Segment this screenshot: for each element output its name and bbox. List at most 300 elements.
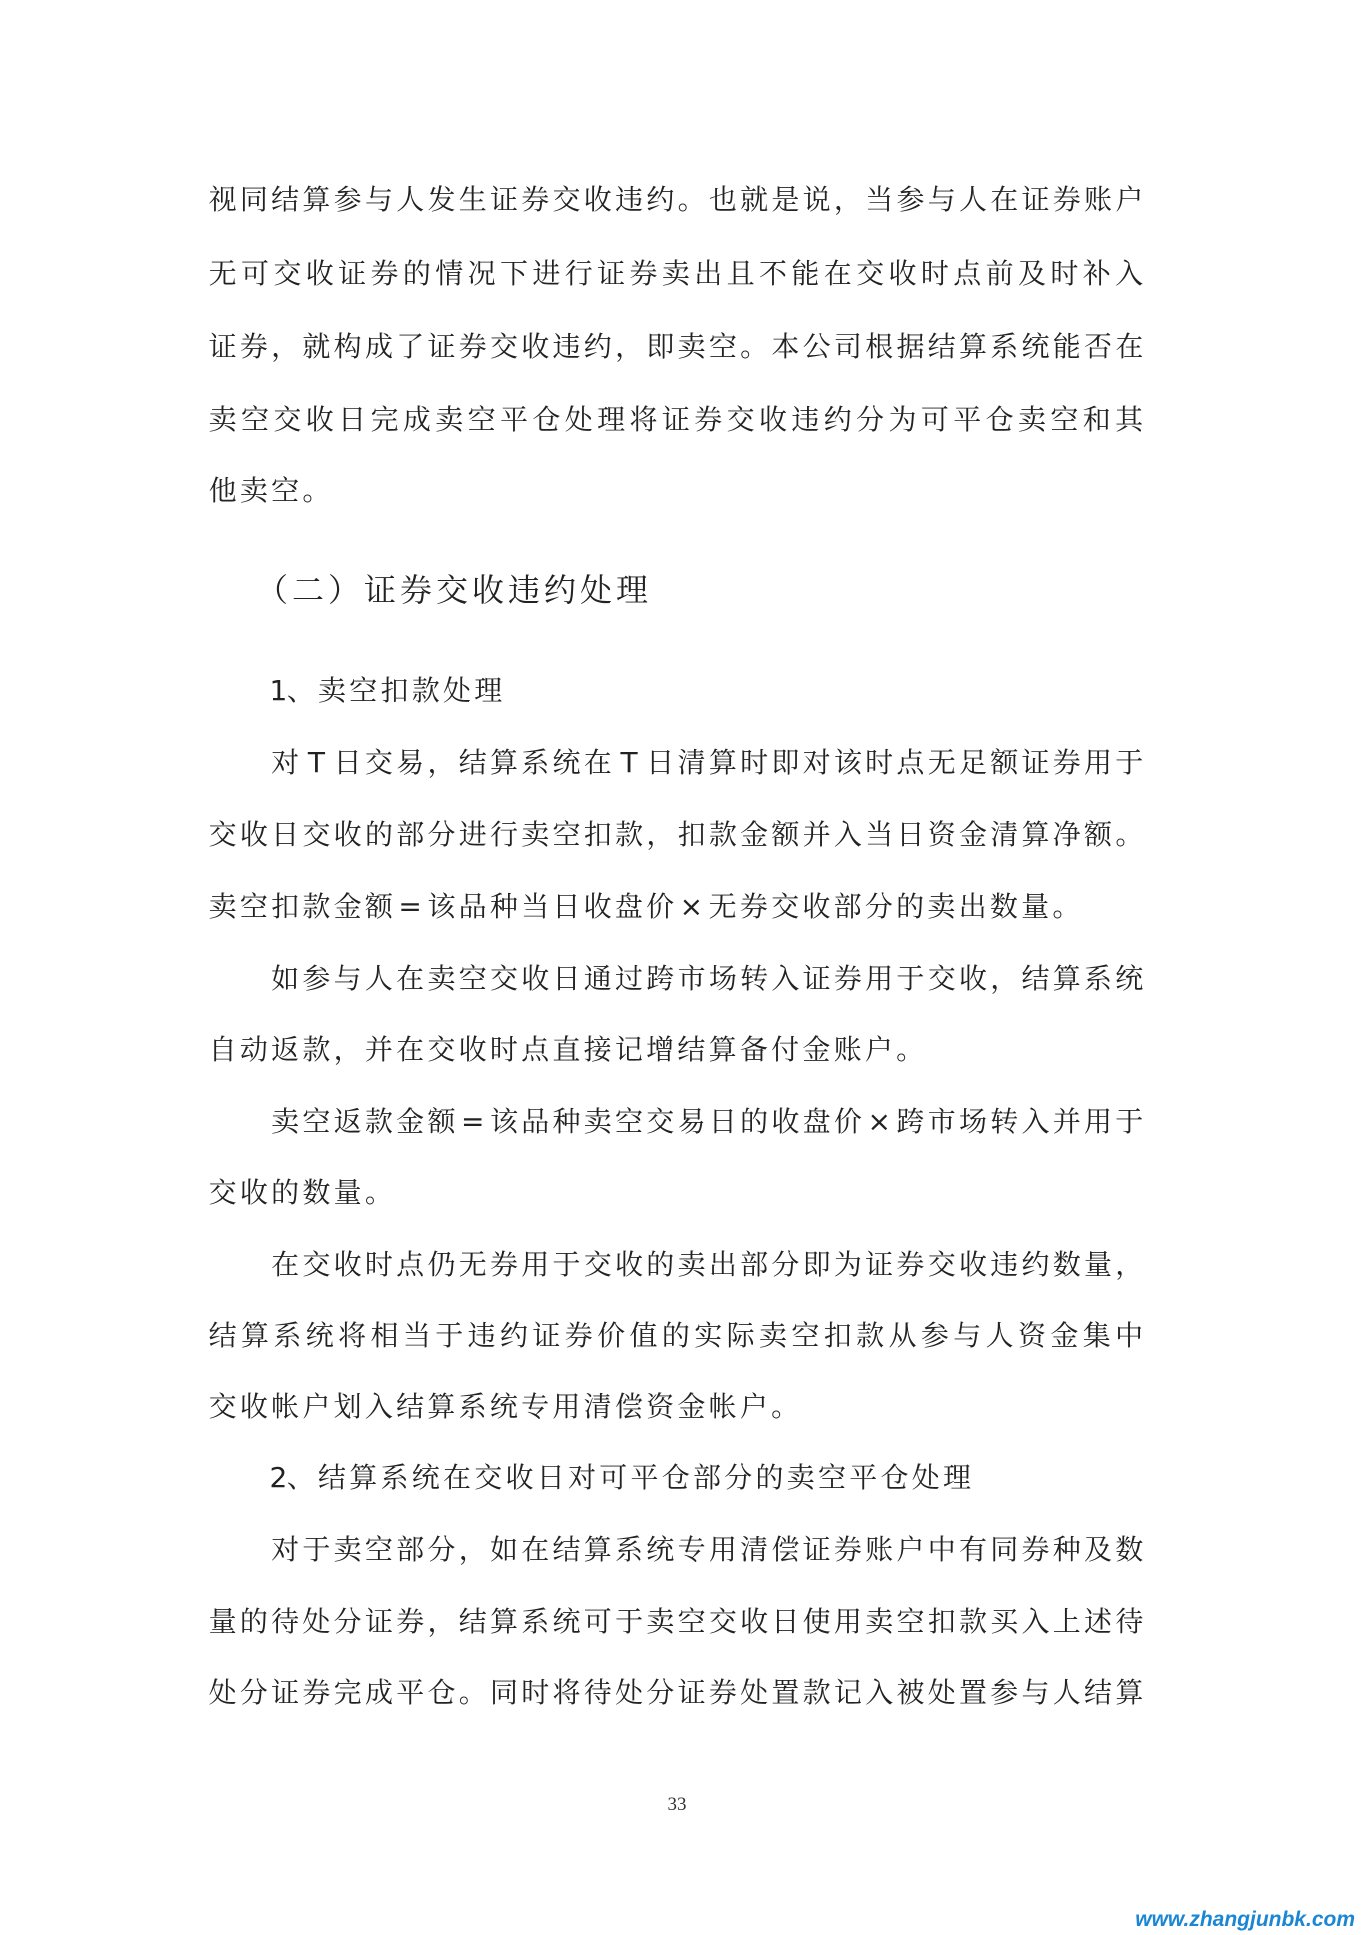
glyph: 空 [239,890,268,923]
glyph: 结 [927,330,956,363]
glyph: 款 [364,1105,393,1138]
glyph: 卖 [208,890,237,923]
glyph: 同 [990,1533,1019,1566]
glyph: 结 [458,1605,487,1638]
glyph: 违 [507,571,540,609]
glyph: 付 [771,1033,800,1066]
glyph: 和 [1082,403,1111,436]
glyph: 清 [740,1533,769,1566]
paragraph-line [207,1673,1145,1713]
glyph: 卖 [317,674,346,707]
glyph: 仓 [427,1676,456,1709]
glyph: 收 [521,962,550,995]
glyph: 收 [583,183,612,216]
glyph: 违 [791,403,820,436]
glyph: 中 [1115,1319,1144,1352]
glyph: 入 [771,962,800,995]
glyph: 券 [1052,746,1081,779]
glyph: 。 [302,474,331,507]
glyph: 交 [646,1105,675,1138]
glyph: 用 [552,1390,581,1423]
glyph: 的 [740,1105,769,1138]
glyph: 收 [758,403,787,436]
glyph: 无 [927,746,956,779]
glyph: 品 [521,1105,550,1138]
glyph: 1 [269,674,288,707]
glyph: 专 [677,1533,706,1566]
glyph: 证 [364,1605,393,1638]
glyph: 在 [521,1533,550,1566]
glyph: 。 [364,1176,393,1209]
glyph: 结 [208,1319,237,1352]
glyph: 用 [1084,746,1113,779]
glyph: 扣 [380,674,409,707]
glyph: 证 [271,1676,300,1709]
glyph: 部 [833,890,862,923]
glyph: 于 [1115,1105,1144,1138]
glyph: 成 [402,403,431,436]
glyph: 与 [1021,1676,1050,1709]
glyph: 交 [927,1248,956,1281]
glyph: 券 [564,1319,593,1352]
glyph: 将 [629,403,658,436]
glyph: 市 [677,962,706,995]
glyph: 约 [499,1319,528,1352]
glyph: 出 [958,890,987,923]
glyph: 算 [427,1390,456,1423]
glyph: = [398,890,422,923]
glyph: 跨 [646,962,675,995]
glyph: 分 [646,1676,675,1709]
glyph: 即 [771,746,800,779]
paragraph-line [207,254,1145,294]
glyph: 并 [364,1033,393,1066]
glyph: 证 [802,962,831,995]
paragraph-line [270,1530,1146,1570]
glyph: 平 [630,1461,659,1494]
glyph: 统 [1021,330,1050,363]
glyph: 分 [724,1461,753,1494]
glyph: 空 [240,403,269,436]
glyph: 收 [239,1390,268,1423]
glyph: 统 [1115,962,1144,995]
glyph: 当 [865,818,894,851]
glyph: 即 [646,330,675,363]
glyph: 结 [1021,962,1050,995]
glyph: 收 [521,330,550,363]
glyph: 视 [208,183,237,216]
glyph: 数 [989,890,1018,923]
glyph: 算 [1021,818,1050,851]
glyph: 平 [499,403,528,436]
glyph: 违 [615,183,644,216]
glyph: 出 [708,1248,737,1281]
glyph: 的 [271,1176,300,1209]
glyph: 的 [661,1319,690,1352]
glyph: 参 [896,183,925,216]
glyph: 扣 [583,818,612,851]
glyph: ， [1115,1248,1144,1281]
glyph: × [679,890,704,923]
glyph: ， [427,1605,456,1638]
glyph: 金 [333,890,362,923]
glyph: 金 [958,818,987,851]
glyph: 被 [896,1676,925,1709]
glyph: 不 [758,257,787,290]
glyph: 系 [521,746,550,779]
glyph: 系 [615,1533,644,1566]
glyph: 收 [615,1248,644,1281]
glyph: 交 [273,257,302,290]
glyph: 发 [427,183,456,216]
glyph: 证 [597,257,626,290]
glyph: 价 [597,1319,626,1352]
glyph: 交 [208,818,237,851]
glyph: 卖 [677,1248,706,1281]
glyph: 空 [302,1105,331,1138]
glyph: 返 [333,1105,362,1138]
glyph: 备 [739,1033,768,1066]
glyph: ， [427,746,456,779]
glyph: 金 [396,1105,425,1138]
glyph: 价 [646,890,675,923]
glyph: 如 [489,1533,518,1566]
glyph: 中 [927,1533,956,1566]
glyph: 处 [208,1676,237,1709]
glyph: 金 [677,1390,706,1423]
glyph: 在 [271,1248,300,1281]
glyph: 款 [411,674,440,707]
glyph: 时 [740,746,769,779]
glyph: 可 [599,1461,628,1494]
paragraph-line [207,327,1145,367]
glyph: 交 [474,1461,503,1494]
glyph: 市 [927,1105,956,1138]
glyph: 分 [239,1676,268,1709]
glyph: 值 [629,1319,658,1352]
glyph: 卖 [1017,403,1046,436]
glyph: 量 [1084,1248,1113,1281]
glyph: 无 [458,1248,487,1281]
glyph: 平 [396,1676,425,1709]
glyph: 入 [1021,1605,1050,1638]
glyph: 否 [1084,330,1113,363]
glyph: 待 [583,1676,612,1709]
glyph: 在 [583,746,612,779]
glyph: 补 [1082,257,1111,290]
glyph: 构 [333,330,362,363]
glyph: 卖 [435,403,464,436]
glyph: 户 [1115,183,1144,216]
glyph: 易 [396,746,425,779]
glyph: 的 [646,1248,675,1281]
glyph: 户 [302,1390,331,1423]
glyph: 交 [364,746,393,779]
glyph: 时 [489,1033,518,1066]
glyph: 过 [615,962,644,995]
glyph: 款 [802,1676,831,1709]
glyph: 券 [239,330,268,363]
glyph: 仓 [985,403,1014,436]
glyph: 分 [856,403,885,436]
glyph: 理 [474,674,503,707]
glyph: 款 [958,1605,987,1638]
glyph: 该 [833,746,862,779]
glyph: 况 [467,257,496,290]
glyph: 交 [927,962,956,995]
glyph: 人 [985,1319,1014,1352]
glyph: 实 [694,1319,723,1352]
glyph: 卖 [427,962,456,995]
glyph: 扣 [927,1605,956,1638]
glyph: ， [615,330,644,363]
glyph: 空 [349,674,378,707]
glyph: 能 [1052,330,1081,363]
glyph: 种 [1052,1533,1081,1566]
glyph: 并 [802,818,831,851]
glyph: 2 [269,1461,288,1494]
glyph: 净 [1052,818,1081,851]
glyph: 收 [505,1461,534,1494]
glyph: 当 [521,890,550,923]
glyph: 。 [458,1676,487,1709]
glyph: 款 [302,1033,331,1066]
glyph: 卖 [271,1105,300,1138]
glyph: 证 [363,571,396,609]
glyph: 券 [694,403,723,436]
glyph: 额 [771,818,800,851]
glyph: 偿 [614,1390,643,1423]
glyph: 卖 [239,474,268,507]
glyph: 进 [532,257,561,290]
glyph: 交 [856,257,885,290]
glyph: 在 [823,257,852,290]
glyph: 有 [958,1533,987,1566]
glyph: 券 [1021,1533,1050,1566]
glyph: 空 [1050,403,1079,436]
glyph: 将 [552,1676,581,1709]
glyph: 系 [458,1390,487,1423]
glyph: 结 [552,1533,581,1566]
glyph: 处 [442,674,471,707]
glyph: 用 [521,1248,550,1281]
glyph: 点 [953,257,982,290]
glyph: 交 [427,1033,456,1066]
glyph: 记 [614,1033,643,1066]
glyph: 收 [740,1605,769,1638]
glyph: 统 [552,1605,581,1638]
glyph: 用 [1084,1105,1113,1138]
glyph: 空 [271,474,300,507]
glyph: 量 [1021,890,1050,923]
glyph: 券 [1052,183,1081,216]
glyph: 卖 [786,1461,815,1494]
glyph: 、 [286,674,315,707]
glyph: 自 [208,1033,237,1066]
glyph: 空 [615,1105,644,1138]
glyph: 入 [1021,1105,1050,1138]
glyph: 交 [552,183,581,216]
glyph: 为 [888,403,917,436]
glyph: 收 [471,571,504,609]
glyph: 了 [396,330,425,363]
glyph: 平 [953,403,982,436]
glyph: 款 [302,890,331,923]
subsection-heading [270,671,1146,711]
glyph: 交 [708,1605,737,1638]
glyph: 金 [802,1033,831,1066]
paragraph-line [270,1102,1146,1142]
glyph: 资 [1017,1319,1046,1352]
glyph: 说 [802,183,831,216]
glyph: 统 [305,1319,334,1352]
glyph: 交 [771,890,800,923]
glyph: 统 [489,1390,518,1423]
glyph: 根 [865,330,894,363]
glyph: 证 [1021,746,1050,779]
glyph: 平 [849,1461,878,1494]
glyph: 证 [338,257,367,290]
glyph: 能 [791,257,820,290]
glyph: 额 [1084,818,1113,851]
glyph: 户 [864,1033,893,1066]
glyph: 额 [364,890,393,923]
glyph: 统 [646,1533,675,1566]
glyph: 帐 [271,1390,300,1423]
glyph: 券 [458,330,487,363]
glyph: 记 [833,1676,862,1709]
glyph: 人 [1052,1676,1081,1709]
glyph: 违 [552,330,581,363]
glyph: 收 [333,818,362,851]
glyph: 空 [791,1319,820,1352]
glyph: 跨 [896,1105,925,1138]
glyph: 券 [833,962,862,995]
glyph: 盘 [802,1105,831,1138]
glyph: 动 [239,1033,268,1066]
glyph: 理 [597,403,626,436]
glyph: 偿 [771,1533,800,1566]
glyph: 卖 [677,330,706,363]
paragraph-line [207,1173,1145,1213]
glyph: 成 [364,330,393,363]
glyph: 人 [364,962,393,995]
glyph: 结 [271,183,300,216]
glyph: 并 [1052,1105,1081,1138]
glyph: 将 [338,1319,367,1352]
glyph: 卖 [661,257,690,290]
glyph: 券 [521,183,550,216]
glyph: 划 [333,1390,362,1423]
glyph: 如 [271,962,300,995]
glyph: ） [327,571,360,609]
glyph: 数 [302,1176,331,1209]
glyph: （ [255,571,288,609]
glyph: 卖 [927,890,956,923]
glyph: 算 [1052,962,1081,995]
glyph: 结 [396,1390,425,1423]
paragraph-line [207,471,1145,511]
glyph: 日 [552,962,581,995]
glyph: 分 [427,818,456,851]
glyph: 上 [1052,1605,1081,1638]
glyph: 。 [896,1033,925,1066]
glyph: 结 [1084,1676,1113,1709]
glyph: 时 [521,1676,550,1709]
glyph: ， [333,1033,362,1066]
glyph: 与 [364,183,393,216]
paragraph-line [207,1316,1145,1356]
glyph: 际 [726,1319,755,1352]
glyph: 集 [1082,1319,1111,1352]
glyph: 交 [490,330,519,363]
glyph: 处 [911,1461,940,1494]
glyph: 于 [435,1319,464,1352]
glyph: 。 [1115,818,1144,851]
glyph: 券 [302,1676,331,1709]
paragraph-line [207,815,1145,855]
glyph: 卖 [758,1319,787,1352]
glyph: 易 [677,1105,706,1138]
glyph: 可 [240,257,269,290]
glyph: 当 [402,1319,431,1352]
glyph: ， [990,962,1019,995]
glyph: 增 [646,1033,675,1066]
glyph: 直 [552,1033,581,1066]
glyph: ， [271,330,300,363]
glyph: 该 [489,1105,518,1138]
glyph: 参 [920,1319,949,1352]
glyph: 算 [1115,1676,1144,1709]
glyph: 完 [333,1676,362,1709]
glyph: 处 [740,1676,769,1709]
glyph: 算 [958,330,987,363]
glyph: 于 [1115,746,1144,779]
glyph: 转 [990,1105,1019,1138]
glyph: 券 [370,257,399,290]
glyph: 。 [1052,890,1081,923]
glyph: 算 [708,1033,737,1066]
glyph: 待 [271,1605,300,1638]
glyph: 二 [291,571,324,609]
glyph: 卖 [583,1105,612,1138]
glyph: 分 [333,1605,362,1638]
glyph: 证 [865,1248,894,1281]
glyph: 量 [333,1176,362,1209]
glyph: 券 [833,1533,862,1566]
glyph: 券 [708,1676,737,1709]
glyph: 价 [833,1105,862,1138]
glyph: 即 [802,1248,831,1281]
glyph: 交 [208,1390,237,1423]
glyph: 日 [552,890,581,923]
glyph: 约 [543,571,576,609]
glyph: 司 [833,330,862,363]
glyph: 日 [708,1105,737,1138]
glyph: 结 [317,1461,346,1494]
glyph: 接 [583,1033,612,1066]
glyph: 证 [208,330,237,363]
paragraph-line [270,743,1146,783]
section-heading [254,568,774,612]
glyph: 空 [708,330,737,363]
glyph: 清 [677,746,706,779]
glyph: 下 [499,257,528,290]
glyph: 。 [677,183,706,216]
glyph: 收 [958,962,987,995]
glyph: 结 [458,746,487,779]
glyph: 品 [458,890,487,923]
